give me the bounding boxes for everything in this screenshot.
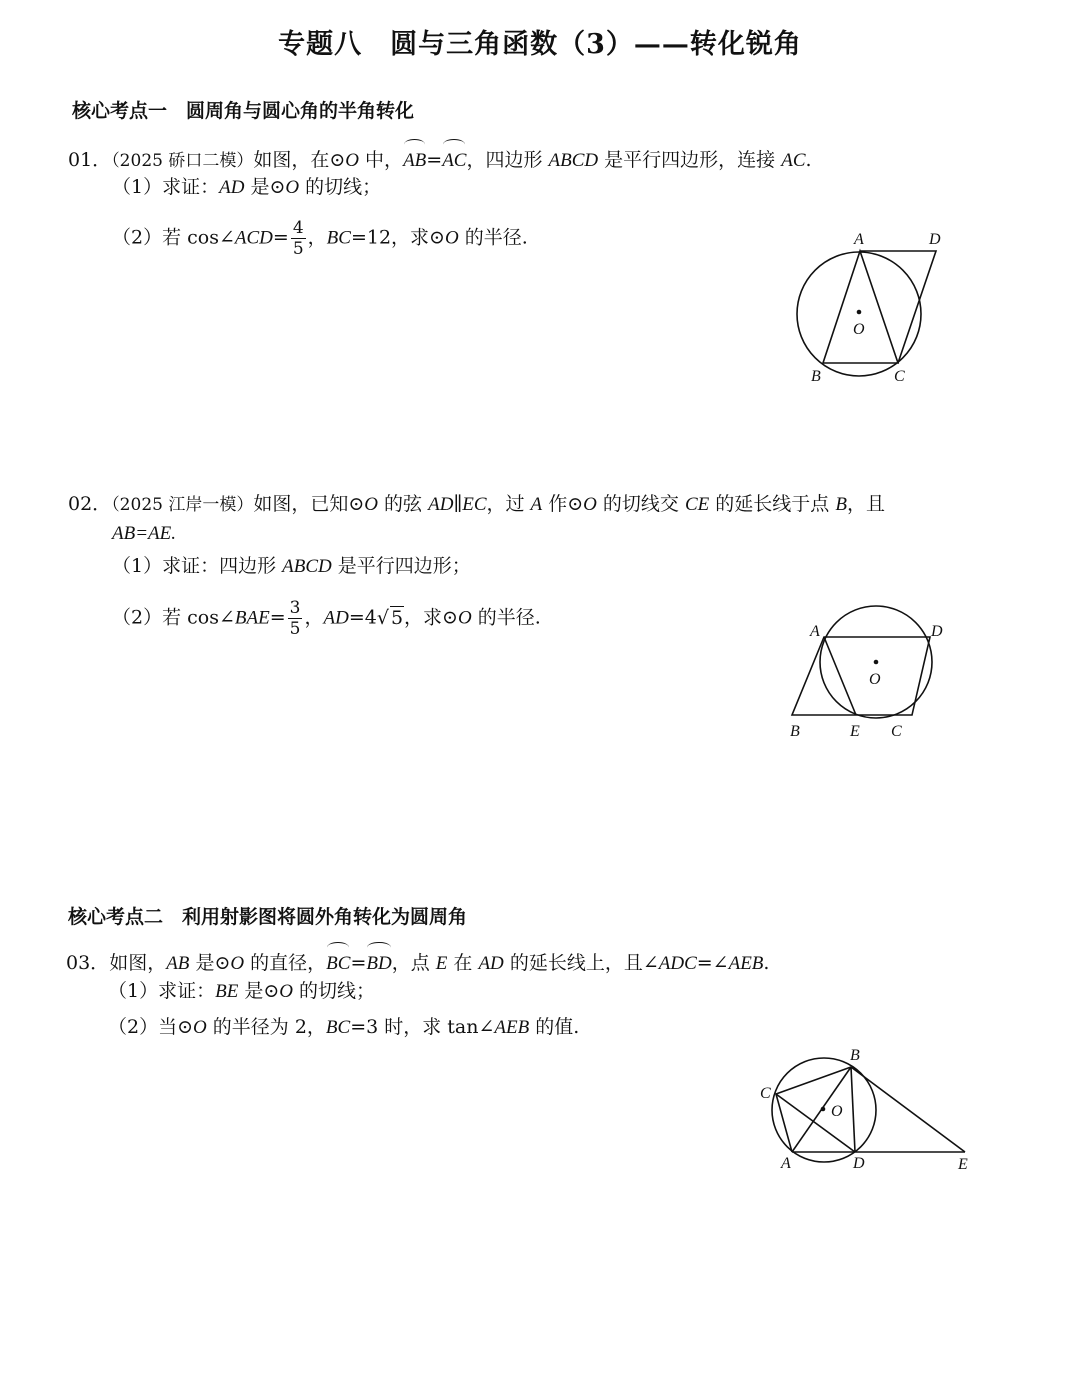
label-d: D bbox=[931, 623, 943, 640]
fraction-numerator: 3 bbox=[289, 598, 301, 618]
question-03-part-1 bbox=[108, 976, 375, 1007]
center-point bbox=[857, 310, 862, 315]
part-text: 是⊙ bbox=[238, 980, 280, 1002]
part-text: 的半径为 2， bbox=[206, 1016, 326, 1038]
part-text: =3 时，求 tan∠ bbox=[350, 1016, 495, 1038]
segment-ae bbox=[824, 637, 856, 715]
math-var: ADC bbox=[658, 953, 697, 974]
math-var: ABCD bbox=[282, 556, 332, 577]
question-text: 如图， bbox=[109, 952, 167, 974]
math-var: BE bbox=[215, 981, 239, 1002]
math-var: AD bbox=[478, 953, 504, 974]
center-point bbox=[874, 660, 879, 665]
math-var: O bbox=[457, 607, 472, 629]
part-text: ，求⊙ bbox=[404, 606, 458, 629]
label-b: B bbox=[811, 368, 821, 385]
label-c: C bbox=[760, 1085, 771, 1102]
label-o: O bbox=[853, 321, 865, 338]
question-text: 中， bbox=[359, 149, 404, 171]
label-b: B bbox=[850, 1047, 860, 1064]
question-03 bbox=[66, 942, 769, 979]
fraction-numerator: 4 bbox=[292, 218, 304, 238]
math-op: = bbox=[426, 149, 443, 171]
segment-cd bbox=[776, 1094, 855, 1152]
part-text: （2）当⊙ bbox=[108, 1016, 194, 1038]
math-var: AB=AE. bbox=[112, 523, 176, 544]
part-text: 的切线； bbox=[293, 980, 376, 1002]
part-text: （2）若 cos∠ bbox=[112, 226, 235, 249]
fraction-denominator: 5 bbox=[292, 239, 304, 259]
math-var: AD bbox=[323, 607, 349, 629]
fraction bbox=[291, 218, 306, 259]
label-e: E bbox=[850, 723, 860, 740]
label-o: O bbox=[831, 1103, 843, 1120]
arc-symbol bbox=[442, 139, 466, 176]
math-var: O bbox=[345, 150, 360, 171]
figure-q3 bbox=[752, 1040, 982, 1180]
math-var: O bbox=[285, 177, 300, 198]
question-text: ，过 bbox=[486, 493, 531, 515]
part-text: ， bbox=[307, 226, 327, 249]
question-text: =∠ bbox=[696, 952, 729, 974]
part-text: 是⊙ bbox=[244, 176, 286, 198]
question-text: 是平行四边形，连接 bbox=[598, 149, 782, 171]
label-a: A bbox=[810, 623, 820, 640]
sqrt-radicand: 5 bbox=[390, 606, 404, 629]
question-01-part-2 bbox=[112, 218, 528, 259]
center-point bbox=[821, 1107, 826, 1112]
math-var: AC bbox=[442, 150, 467, 171]
math-var: O bbox=[230, 953, 245, 974]
math-var: AB bbox=[166, 953, 190, 974]
segment-be bbox=[851, 1067, 965, 1152]
arc-symbol bbox=[366, 942, 391, 979]
question-text: 的弦 bbox=[378, 493, 429, 515]
label-e: E bbox=[958, 1156, 968, 1173]
math-var: BAE bbox=[234, 607, 270, 629]
question-02-line-2 bbox=[112, 518, 176, 549]
math-op: = bbox=[272, 226, 289, 249]
math-var: CE bbox=[684, 494, 710, 515]
question-text: 的延长线上，且∠ bbox=[503, 952, 659, 974]
question-02 bbox=[68, 489, 885, 520]
label-d: D bbox=[853, 1155, 865, 1172]
label-a: A bbox=[854, 231, 864, 248]
part-text: （1）求证： bbox=[112, 176, 220, 198]
question-text: ，四边形 bbox=[466, 149, 549, 171]
math-var: BC bbox=[326, 227, 351, 249]
part-text: （2）若 cos∠ bbox=[112, 606, 235, 629]
math-var: O bbox=[364, 494, 379, 515]
question-number: 03． bbox=[66, 952, 110, 974]
part-text: （1）求证： bbox=[108, 980, 216, 1002]
part-text: 的值. bbox=[529, 1016, 580, 1038]
figure-q2 bbox=[780, 600, 955, 745]
part-text: 是平行四边形； bbox=[331, 555, 471, 577]
math-var: O bbox=[583, 494, 597, 515]
label-b: B bbox=[790, 723, 800, 740]
question-text: . bbox=[763, 952, 770, 974]
math-var: AEB bbox=[728, 953, 764, 974]
math-var: BC bbox=[325, 1017, 351, 1038]
parallelogram-side bbox=[860, 251, 936, 363]
math-op: = bbox=[269, 606, 286, 629]
math-var: EC bbox=[462, 494, 487, 515]
section-heading-1: 核心考点一 圆周角与圆心角的半角转化 bbox=[72, 100, 415, 122]
fraction-denominator: 5 bbox=[289, 619, 301, 639]
question-text: . bbox=[805, 149, 812, 171]
question-01 bbox=[68, 139, 812, 176]
question-text: ，且 bbox=[846, 493, 885, 515]
question-number: 02． bbox=[68, 493, 112, 515]
fraction bbox=[288, 598, 303, 639]
math-var: O bbox=[193, 1017, 207, 1038]
math-var: AB bbox=[403, 150, 427, 171]
question-text: 作⊙ bbox=[542, 493, 584, 515]
math-op: = bbox=[350, 952, 367, 974]
math-var: E bbox=[435, 953, 448, 974]
math-var: AC bbox=[781, 150, 806, 171]
math-var: A bbox=[530, 494, 543, 515]
question-02-part-1 bbox=[112, 551, 471, 582]
question-text: ，点 bbox=[391, 952, 436, 974]
math-var: O bbox=[444, 227, 459, 249]
question-text: 在 bbox=[447, 952, 479, 974]
math-var: B bbox=[835, 494, 847, 515]
sqrt-symbol: √ 5 bbox=[376, 606, 404, 629]
part-text: =12，求⊙ bbox=[350, 226, 445, 249]
math-var: AD bbox=[219, 177, 245, 198]
math-var: BC bbox=[326, 953, 351, 974]
question-text: 的切线交 bbox=[596, 493, 685, 515]
question-text: 的延长线于点 bbox=[709, 493, 836, 515]
question-text: 是⊙ bbox=[189, 952, 231, 974]
part-text: =4 bbox=[348, 606, 377, 629]
triangle-abc bbox=[823, 251, 898, 363]
label-c: C bbox=[891, 723, 902, 740]
part-text: 的半径. bbox=[458, 226, 528, 249]
question-03-part-2 bbox=[108, 1012, 579, 1043]
label-a: A bbox=[781, 1155, 791, 1172]
part-text: （1）求证：四边形 bbox=[112, 555, 283, 577]
section-heading-2: 核心考点二 利用射影图将圆外角转化为圆周角 bbox=[68, 906, 468, 928]
label-d: D bbox=[929, 231, 941, 248]
parallelogram-abcd bbox=[792, 637, 930, 715]
label-o: O bbox=[869, 671, 881, 688]
math-op: ∥ bbox=[453, 493, 463, 515]
part-text: 的切线； bbox=[299, 176, 382, 198]
math-var: ABCD bbox=[548, 150, 599, 171]
question-source: （2025 江岸一模） bbox=[111, 495, 254, 515]
question-source: （2025 硚口二模） bbox=[111, 151, 254, 171]
page-title: 专题八 圆与三角函数（3）——转化锐角 bbox=[278, 29, 802, 60]
question-02-part-2 bbox=[112, 598, 541, 639]
math-var: ACD bbox=[234, 227, 273, 249]
arc-symbol bbox=[403, 139, 426, 176]
math-var: AD bbox=[428, 494, 454, 515]
arc-symbol bbox=[326, 942, 350, 979]
figure-q1 bbox=[780, 225, 960, 390]
part-text: 的半径. bbox=[471, 606, 541, 629]
math-var: AEB bbox=[494, 1017, 530, 1038]
question-01-part-1 bbox=[112, 172, 381, 203]
label-c: C bbox=[894, 368, 905, 385]
part-text: ， bbox=[304, 606, 324, 629]
question-text: 如图，已知⊙ bbox=[253, 493, 365, 515]
question-text: 的直径， bbox=[244, 952, 327, 974]
segment-bd bbox=[851, 1067, 855, 1152]
math-var: O bbox=[279, 981, 294, 1002]
question-number: 01． bbox=[68, 149, 112, 171]
question-text: 如图，在⊙ bbox=[253, 149, 346, 171]
math-var: BD bbox=[366, 953, 392, 974]
